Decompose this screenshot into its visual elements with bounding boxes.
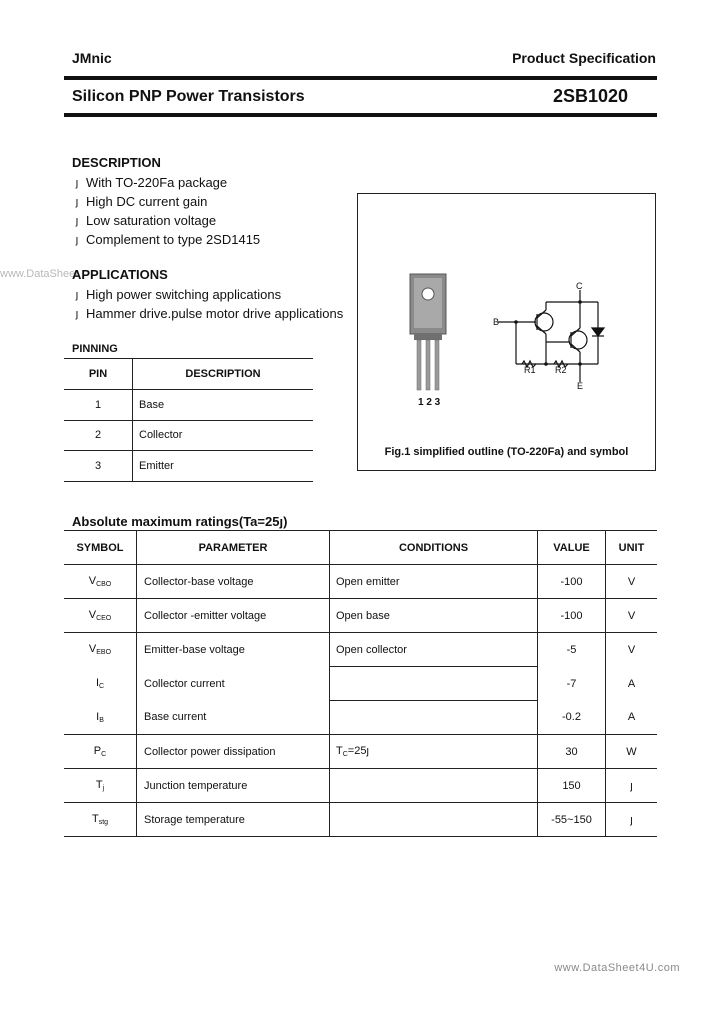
header-rule-top — [64, 76, 657, 80]
pin-description: Emitter — [133, 451, 314, 482]
condition-tail: =25ȷ — [347, 745, 369, 757]
table-header-row — [64, 359, 313, 390]
symbol-main: T — [91, 813, 99, 825]
applications-heading: APPLICATIONS — [72, 267, 168, 282]
unit-cell: V — [606, 599, 658, 633]
parameter-cell: Collector power dissipation — [137, 735, 330, 769]
conditions-cell — [330, 701, 538, 735]
bullet-mark: ȷ — [75, 233, 79, 246]
list-item-text: Complement to type 2SD1415 — [86, 232, 261, 247]
table-row — [64, 565, 657, 599]
parameter-cell: Base current — [137, 701, 330, 735]
table-row — [64, 769, 657, 803]
symbol-cell — [64, 735, 137, 769]
symbol-main: I — [95, 677, 99, 689]
column-header-parameter: PARAMETER — [137, 531, 330, 565]
pin-number: 2 — [64, 420, 133, 451]
watermark-bottom: www.DataSheet4U.com — [554, 962, 680, 974]
brand-name: JMnic — [72, 50, 112, 66]
table-row — [64, 451, 313, 482]
symbol-cell — [64, 701, 137, 735]
column-header-pin: PIN — [64, 359, 133, 390]
value-cell: -55~150 — [538, 803, 606, 837]
bullet-mark: ȷ — [75, 195, 79, 208]
bullet-mark: ȷ — [75, 288, 79, 301]
pinning-heading: PINNING — [72, 343, 118, 355]
value-cell: 30 — [538, 735, 606, 769]
value-cell: -7 — [538, 667, 606, 701]
parameter-cell: Collector current — [137, 667, 330, 701]
unit-cell: V — [627, 643, 636, 656]
value-cell: -100 — [538, 599, 606, 633]
parameter-cell: Emitter-base voltage — [137, 633, 330, 667]
label-r2: R2 — [555, 365, 567, 375]
part-number: 2SB1020 — [552, 86, 628, 106]
symbol-main: I — [96, 710, 100, 723]
conditions-cell — [330, 769, 538, 803]
pin-number: 3 — [64, 451, 133, 482]
unit-cell: A — [627, 677, 636, 690]
unit-cell: V — [606, 565, 658, 599]
symbol-main: V — [88, 609, 97, 621]
symbol-cell — [64, 633, 137, 667]
value-cell: 150 — [538, 769, 606, 803]
conditions-cell: Open emitter — [330, 565, 538, 599]
list-item-text: With TO-220Fa package — [86, 175, 228, 190]
symbol-subscript: CBO — [96, 581, 112, 588]
unit-cell: ȷ — [606, 769, 658, 803]
table-row — [64, 701, 657, 735]
conditions-cell — [330, 735, 538, 769]
list-item — [72, 192, 260, 211]
symbol-cell — [64, 599, 137, 633]
value-cell: -0.2 — [538, 701, 606, 735]
conditions-cell: Open base — [330, 599, 538, 633]
list-item — [72, 173, 260, 192]
table-row — [64, 633, 657, 667]
list-item-text: Hammer drive.pulse motor drive applications — [86, 306, 344, 321]
symbol-cell — [64, 803, 137, 837]
bullet-mark: ȷ — [75, 307, 79, 320]
ratings-heading: Absolute maximum ratings(Ta=25ȷ) — [72, 514, 288, 529]
ratings-table — [64, 530, 657, 837]
pin-number-labels: 1 2 3 — [418, 397, 441, 408]
parameter-cell: Collector -emitter voltage — [137, 599, 330, 633]
column-header-conditions: CONDITIONS — [330, 531, 538, 565]
unit-cell: ȷ — [606, 803, 658, 837]
list-item — [72, 211, 260, 230]
symbol-main: T — [95, 779, 103, 791]
list-item — [72, 230, 260, 249]
symbol-subscript: EBO — [96, 649, 112, 657]
pinning-table — [64, 358, 313, 482]
symbol-subscript: CEO — [96, 615, 112, 622]
value-cell: -5 — [538, 633, 606, 667]
symbol-subscript: B — [99, 716, 104, 724]
list-item-text: Low saturation voltage — [86, 213, 217, 228]
table-header-row — [64, 531, 657, 565]
table-row — [64, 667, 657, 701]
label-base: B — [493, 317, 500, 327]
pin-description: Collector — [133, 420, 314, 451]
description-heading: DESCRIPTION — [72, 155, 161, 170]
figure-caption: Fig.1 simplified outline (TO-220Fa) and symbol — [384, 446, 629, 458]
package-outline-image — [400, 272, 460, 397]
circuit-symbol — [488, 282, 618, 394]
bullet-mark: ȷ — [75, 214, 79, 227]
symbol-main: V — [88, 575, 97, 587]
symbol-subscript: C — [99, 683, 105, 690]
table-row — [64, 735, 657, 769]
applications-list — [72, 285, 343, 323]
document-title: Silicon PNP Power Transistors — [72, 88, 305, 105]
condition-main: T — [336, 745, 343, 757]
spec-label: Product Specification — [512, 50, 656, 66]
value-cell: -100 — [538, 565, 606, 599]
symbol-cell — [64, 769, 137, 803]
conditions-cell — [330, 667, 538, 701]
pin-number: 1 — [64, 390, 133, 421]
table-row — [64, 390, 313, 421]
symbol-cell — [64, 565, 137, 599]
column-header-unit: UNIT — [606, 531, 658, 565]
parameter-cell: Collector-base voltage — [137, 565, 330, 599]
bullet-mark: ȷ — [75, 176, 79, 189]
list-item-text: High DC current gain — [86, 194, 208, 209]
symbol-cell — [64, 667, 137, 701]
condition-subscript: C — [342, 751, 348, 758]
column-header-symbol: SYMBOL — [64, 531, 137, 565]
list-item-text: High power switching applications — [86, 287, 282, 302]
symbol-subscript: j — [102, 785, 105, 792]
list-item — [72, 285, 343, 304]
unit-cell: W — [606, 735, 658, 769]
column-header-value: VALUE — [538, 531, 606, 565]
symbol-subscript: stg — [98, 819, 109, 826]
label-r1: R1 — [524, 365, 536, 375]
conditions-cell: Open collector — [330, 633, 538, 667]
table-row — [64, 803, 657, 837]
header-rule-bottom — [64, 113, 657, 117]
unit-cell: A — [606, 701, 658, 735]
symbol-subscript: C — [101, 751, 107, 758]
symbol-main: V — [88, 643, 97, 656]
watermark-left: www.DataSheet — [0, 268, 79, 280]
parameter-cell: Storage temperature — [137, 803, 330, 837]
table-row — [64, 420, 313, 451]
symbol-main: P — [93, 745, 102, 757]
description-list — [72, 173, 260, 249]
conditions-cell — [330, 803, 538, 837]
label-collector: C — [576, 281, 583, 291]
label-emitter: E — [577, 381, 584, 391]
pin-description: Base — [133, 390, 314, 421]
parameter-cell: Junction temperature — [137, 769, 330, 803]
list-item — [72, 304, 343, 323]
table-row — [64, 599, 657, 633]
column-header-description: DESCRIPTION — [133, 359, 314, 390]
